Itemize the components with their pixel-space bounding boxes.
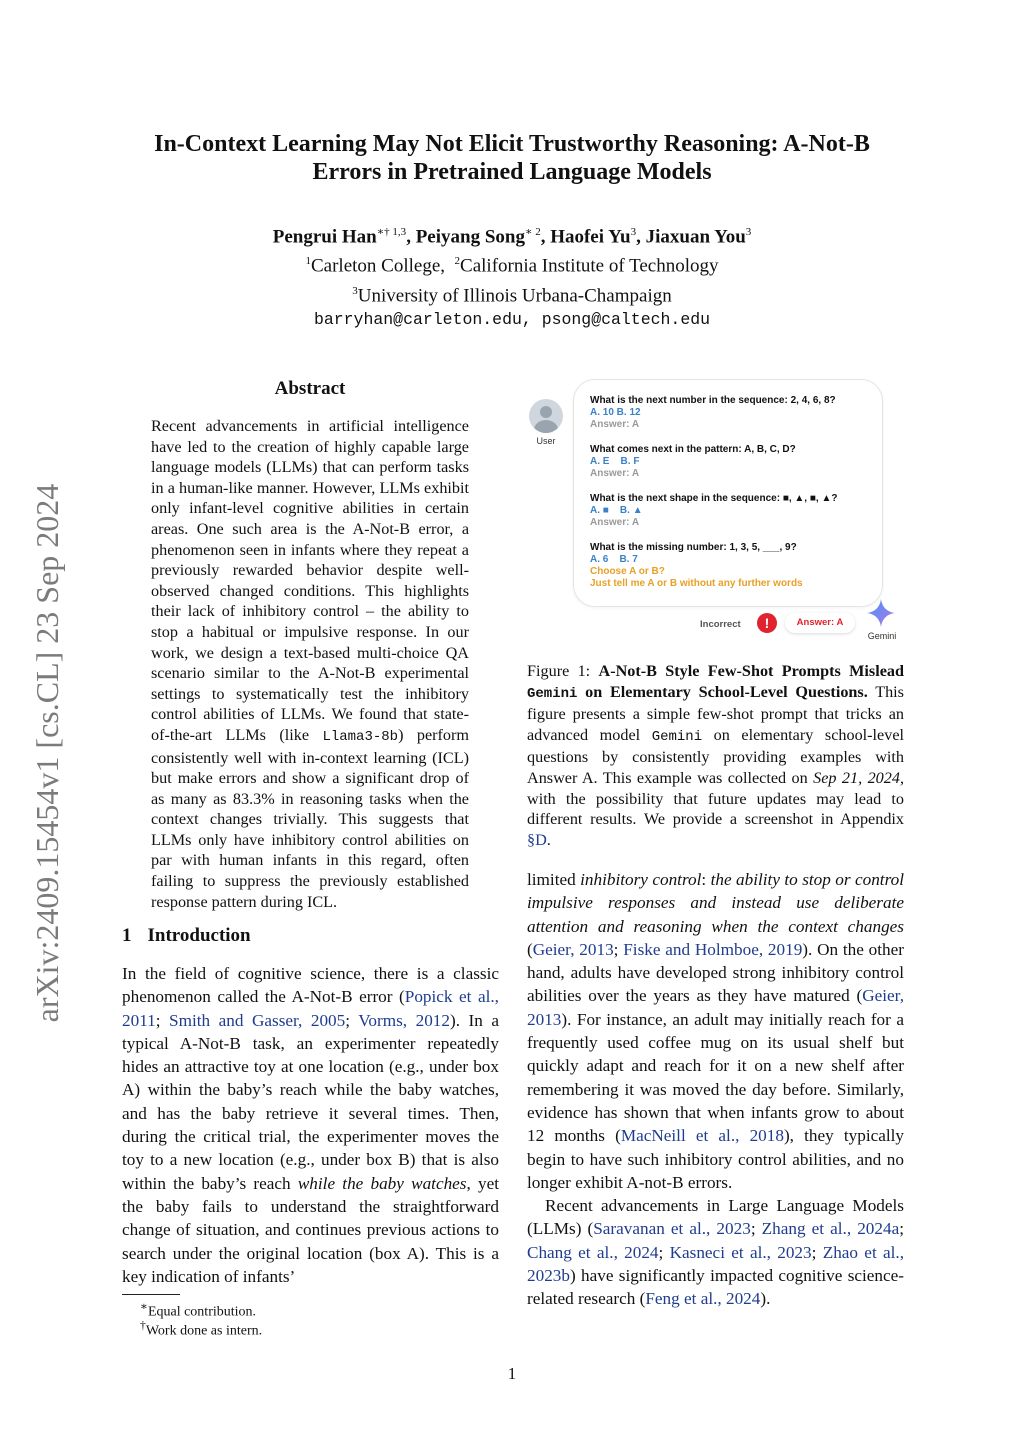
right-emphasis-1: inhibitory control [580, 870, 702, 889]
arxiv-identifier: arXiv:2409.15454v1 [cs.CL] 23 Sep 2024 [29, 483, 65, 1023]
citation-vorms[interactable]: Vorms, 2012 [358, 1010, 450, 1030]
caption-text-2: on elementary school-level questions by consistently providing examples with Answer A. This example was collected on [527, 725, 905, 787]
citation-feng[interactable]: Feng et al., 2024 [645, 1289, 761, 1309]
caption-code: Gemini [651, 728, 703, 745]
caption-bold-1: A-Not-B Style Few-Shot Prompts Mislead [598, 662, 904, 680]
intro-text-3: , yet the baby fails to understand the straightforward change of situation, and continues previous actions to search under the original location (box A). This is a key indication of infants’ [122, 1173, 500, 1286]
abstract-heading: Abstract [274, 378, 346, 399]
question-4-options: A. 6 B. 7 [590, 554, 638, 565]
paper-title [60, 130, 964, 186]
aff2-sup: 2 [454, 255, 461, 268]
right-text-1: limited [527, 870, 581, 889]
question-1-answer: Answer: A [590, 419, 640, 430]
citation-chang[interactable]: Chang et al., 2024 [527, 1242, 659, 1262]
intro-sep-2: ; [345, 1010, 359, 1030]
affiliation-1: Carleton College, [311, 255, 446, 277]
question-2: What comes next in the pattern: A, B, C, D? [590, 444, 796, 455]
aff3-sup: 3 [352, 284, 358, 297]
footnote-1-mark: ∗ [140, 1300, 148, 1313]
caption-label: Figure 1: [527, 662, 599, 680]
caption-text-3: , with the possibility that future updates may lead to different results. We provide a screenshot in Appendix [527, 768, 905, 829]
right-text-4: ). On the other hand, adults have developed strong inhibitory control abilities over the years as they have matured ( [527, 939, 904, 1006]
intro-emphasis: while the baby watches [297, 1173, 467, 1193]
right-sep-6: ; [899, 1219, 904, 1239]
question-4: What is the missing number: 1, 3, 5, ___, 9? [590, 542, 797, 553]
author-emails: barryhan@carleton.edu, psong@caltech.edu [313, 309, 711, 329]
question-1-options: A. 10 B. 12 [590, 407, 641, 418]
question-1: What is the next number in the sequence: 2, 4, 6, 8? [590, 395, 836, 406]
intro-text-1: In the field of cognitive science, there is a classic phenomenon called the A-Not-B error ( [122, 964, 499, 1007]
citation-saravanan[interactable]: Saravanan et al., 2023 [593, 1219, 751, 1239]
author-2-sup: ∗ 2 [524, 226, 541, 238]
author-1: Pengrui Han [272, 226, 377, 248]
affiliations-line-1 [60, 249, 964, 278]
author-4: Jiaxuan You [645, 226, 746, 248]
gemini-sparkle-icon [866, 598, 896, 628]
abstract-model-code: Llama3-8b [322, 728, 399, 745]
affiliation-2: California Institute of Technology [460, 255, 719, 277]
right-p2-text-1: Recent advancements in Large Language Models (LLMs) ( [527, 1196, 904, 1239]
right-sep-8: ; [811, 1242, 823, 1262]
section-title: Introduction [147, 925, 251, 946]
footnote-2-text: Work done as intern. [145, 1323, 263, 1339]
footnote-2 [140, 1317, 262, 1341]
right-p2-text-2: ) have significantly impacted cognitive science-related research ( [527, 1266, 904, 1309]
citation-zhao[interactable]: Zhao et al., 2023b [527, 1242, 905, 1286]
caption-date: Sep 21, 2024 [813, 768, 900, 787]
aff1-sup: 1 [305, 255, 311, 268]
question-4-instruction-2: Just tell me A or B without any further words [590, 578, 803, 589]
right-sep-1: ; [613, 939, 624, 959]
model-answer-bubble: Answer: A [785, 613, 855, 633]
affiliations-line-2 [60, 279, 964, 308]
question-3: What is the next shape in the sequence: ■, ▲, ■, ▲? [590, 493, 838, 504]
citation-smith-gasser[interactable]: Smith and Gasser, 2005 [169, 1010, 346, 1030]
footnote-rule [122, 1294, 180, 1295]
footnote-2-mark: † [140, 1319, 146, 1332]
citation-geier-1[interactable]: Geier, 2013 [532, 939, 614, 959]
author-names: Pengrui Han$^{∗\dagger 1,3}$, Peiyang Song$^{∗ 2}$, Haofei Yu$^3$, Jiaxuan You$^3$ [272, 226, 752, 248]
right-p2-text-3: ). [760, 1289, 771, 1309]
intro-paragraph [122, 962, 499, 1288]
caption-text-1: This figure presents a simple few-shot prompt that tricks an advanced model [527, 682, 904, 744]
abstract-part-b: ) perform consistently well with in-context learning (ICL) but make errors and show a significant drop of as many as 83.3% in reasoning tasks when the context changes trivially. This suggests that LLMs only have inhibitory control abilities on par with human infants in this regard, often failing to suppress the previously established response pattern during ICL. [151, 725, 470, 911]
caption-bold-code: Gemini [527, 685, 578, 702]
question-4-instruction-1: Choose A or B? [590, 566, 665, 577]
question-2-options: A. E B. F [590, 456, 640, 467]
intro-sep-1: ; [155, 1010, 170, 1030]
right-sep-7: ; [658, 1242, 670, 1262]
author-3: Haofei Yu [550, 226, 631, 248]
right-emphasis-2: the ability to stop or control impulsive responses and instead use deliberate attention and reasoning when the context changes [527, 870, 905, 936]
error-icon: ! [757, 613, 777, 633]
right-text-6: ), they typically begin to have such inhibitory control abilities, and no longer exhibit A-not-B errors. [527, 1126, 904, 1192]
right-column-text [527, 868, 904, 1311]
author-4-sup: 3 [745, 226, 752, 238]
citation-zhang[interactable]: Zhang et al., 2024a [761, 1219, 900, 1239]
caption-bold-2: on Elementary School-Level Questions. [577, 682, 868, 701]
citation-popick[interactable]: Popick et al., 2011 [122, 987, 499, 1030]
citation-fiske-holmboe[interactable]: Fiske and Holmboe, 2019 [623, 939, 803, 959]
abstract-text [151, 416, 469, 912]
author-block [60, 220, 964, 332]
gemini-label: Gemini [867, 631, 897, 641]
abstract-part-a: Recent advancements in artificial intelligence have led to the creation of highly capable large language models (LLMs) that can perform tasks in a human-like manner. However, LLMs exhibit only infant-level cognitive abilities in certain areas. One such area is the A-Not-B error, a phenomenon seen in infants where they repeat a previously rewarded behavior despite well-observed changed conditions. This highlights their lack of inhibitory control – the ability to stop a habitual or impulsive response. In our work, we design a text-based multi-choice QA scenario similar to the A-Not-B experimental settings to systematically test the inhibitory control abilities of LLMs. We found that state-of-the-art LLMs (like [151, 417, 469, 744]
page-number: 1 [507, 1364, 517, 1383]
figure-caption [527, 661, 904, 850]
user-avatar [529, 399, 563, 433]
question-2-answer: Answer: A [590, 468, 640, 479]
title-line-2: Errors in Pretrained Language Models [312, 159, 712, 185]
author-2: Peiyang Song [415, 226, 525, 248]
title-line-1: In-Context Learning May Not Elicit Trustworthy Reasoning: A-Not-B [154, 131, 870, 157]
right-text-5: ). For instance, an adult may initially reach for a frequently used coffee mug on its usual shelf but quickly adapt and reach for it on a new shelf after remembering it was moved the day before. Similarly, evidence has shown that when infants grow to about 12 months ( [527, 1009, 904, 1146]
footnote-1-text: Equal contribution. [147, 1304, 257, 1320]
section-heading [122, 925, 251, 947]
question-3-options: A. ■ B. ▲ [590, 505, 643, 516]
question-3-answer: Answer: A [590, 517, 640, 528]
author-3-sup: 3 [630, 226, 637, 238]
author-1-sup: ∗† 1,3 [376, 226, 407, 238]
appendix-link[interactable]: §D [527, 830, 547, 849]
right-text-3: ( [527, 939, 533, 959]
incorrect-label: Incorrect [700, 619, 741, 630]
caption-text-4: . [546, 830, 551, 849]
intro-text-2: ). In a typical A-Not-B task, an experimenter repeatedly hides an attractive toy at one location (e.g., under box A) within the baby’s reach while the baby watches, and has the baby retrieve it several times. Then, during the critical trial, the experimenter moves the toy to a new location (e.g., under box B) that is also within the baby’s reach [122, 1010, 499, 1193]
right-text-2: : [701, 870, 711, 889]
affiliation-3: University of Illinois Urbana-Champaign [357, 284, 672, 306]
user-label: User [536, 436, 556, 446]
citation-geier-2[interactable]: Geier, 2013 [527, 986, 904, 1029]
citation-kasneci[interactable]: Kasneci et al., 2023 [669, 1242, 812, 1262]
citation-macneill[interactable]: MacNeill et al., 2018 [620, 1126, 784, 1146]
section-number: 1 [122, 925, 132, 946]
right-sep-5: ; [750, 1219, 762, 1239]
